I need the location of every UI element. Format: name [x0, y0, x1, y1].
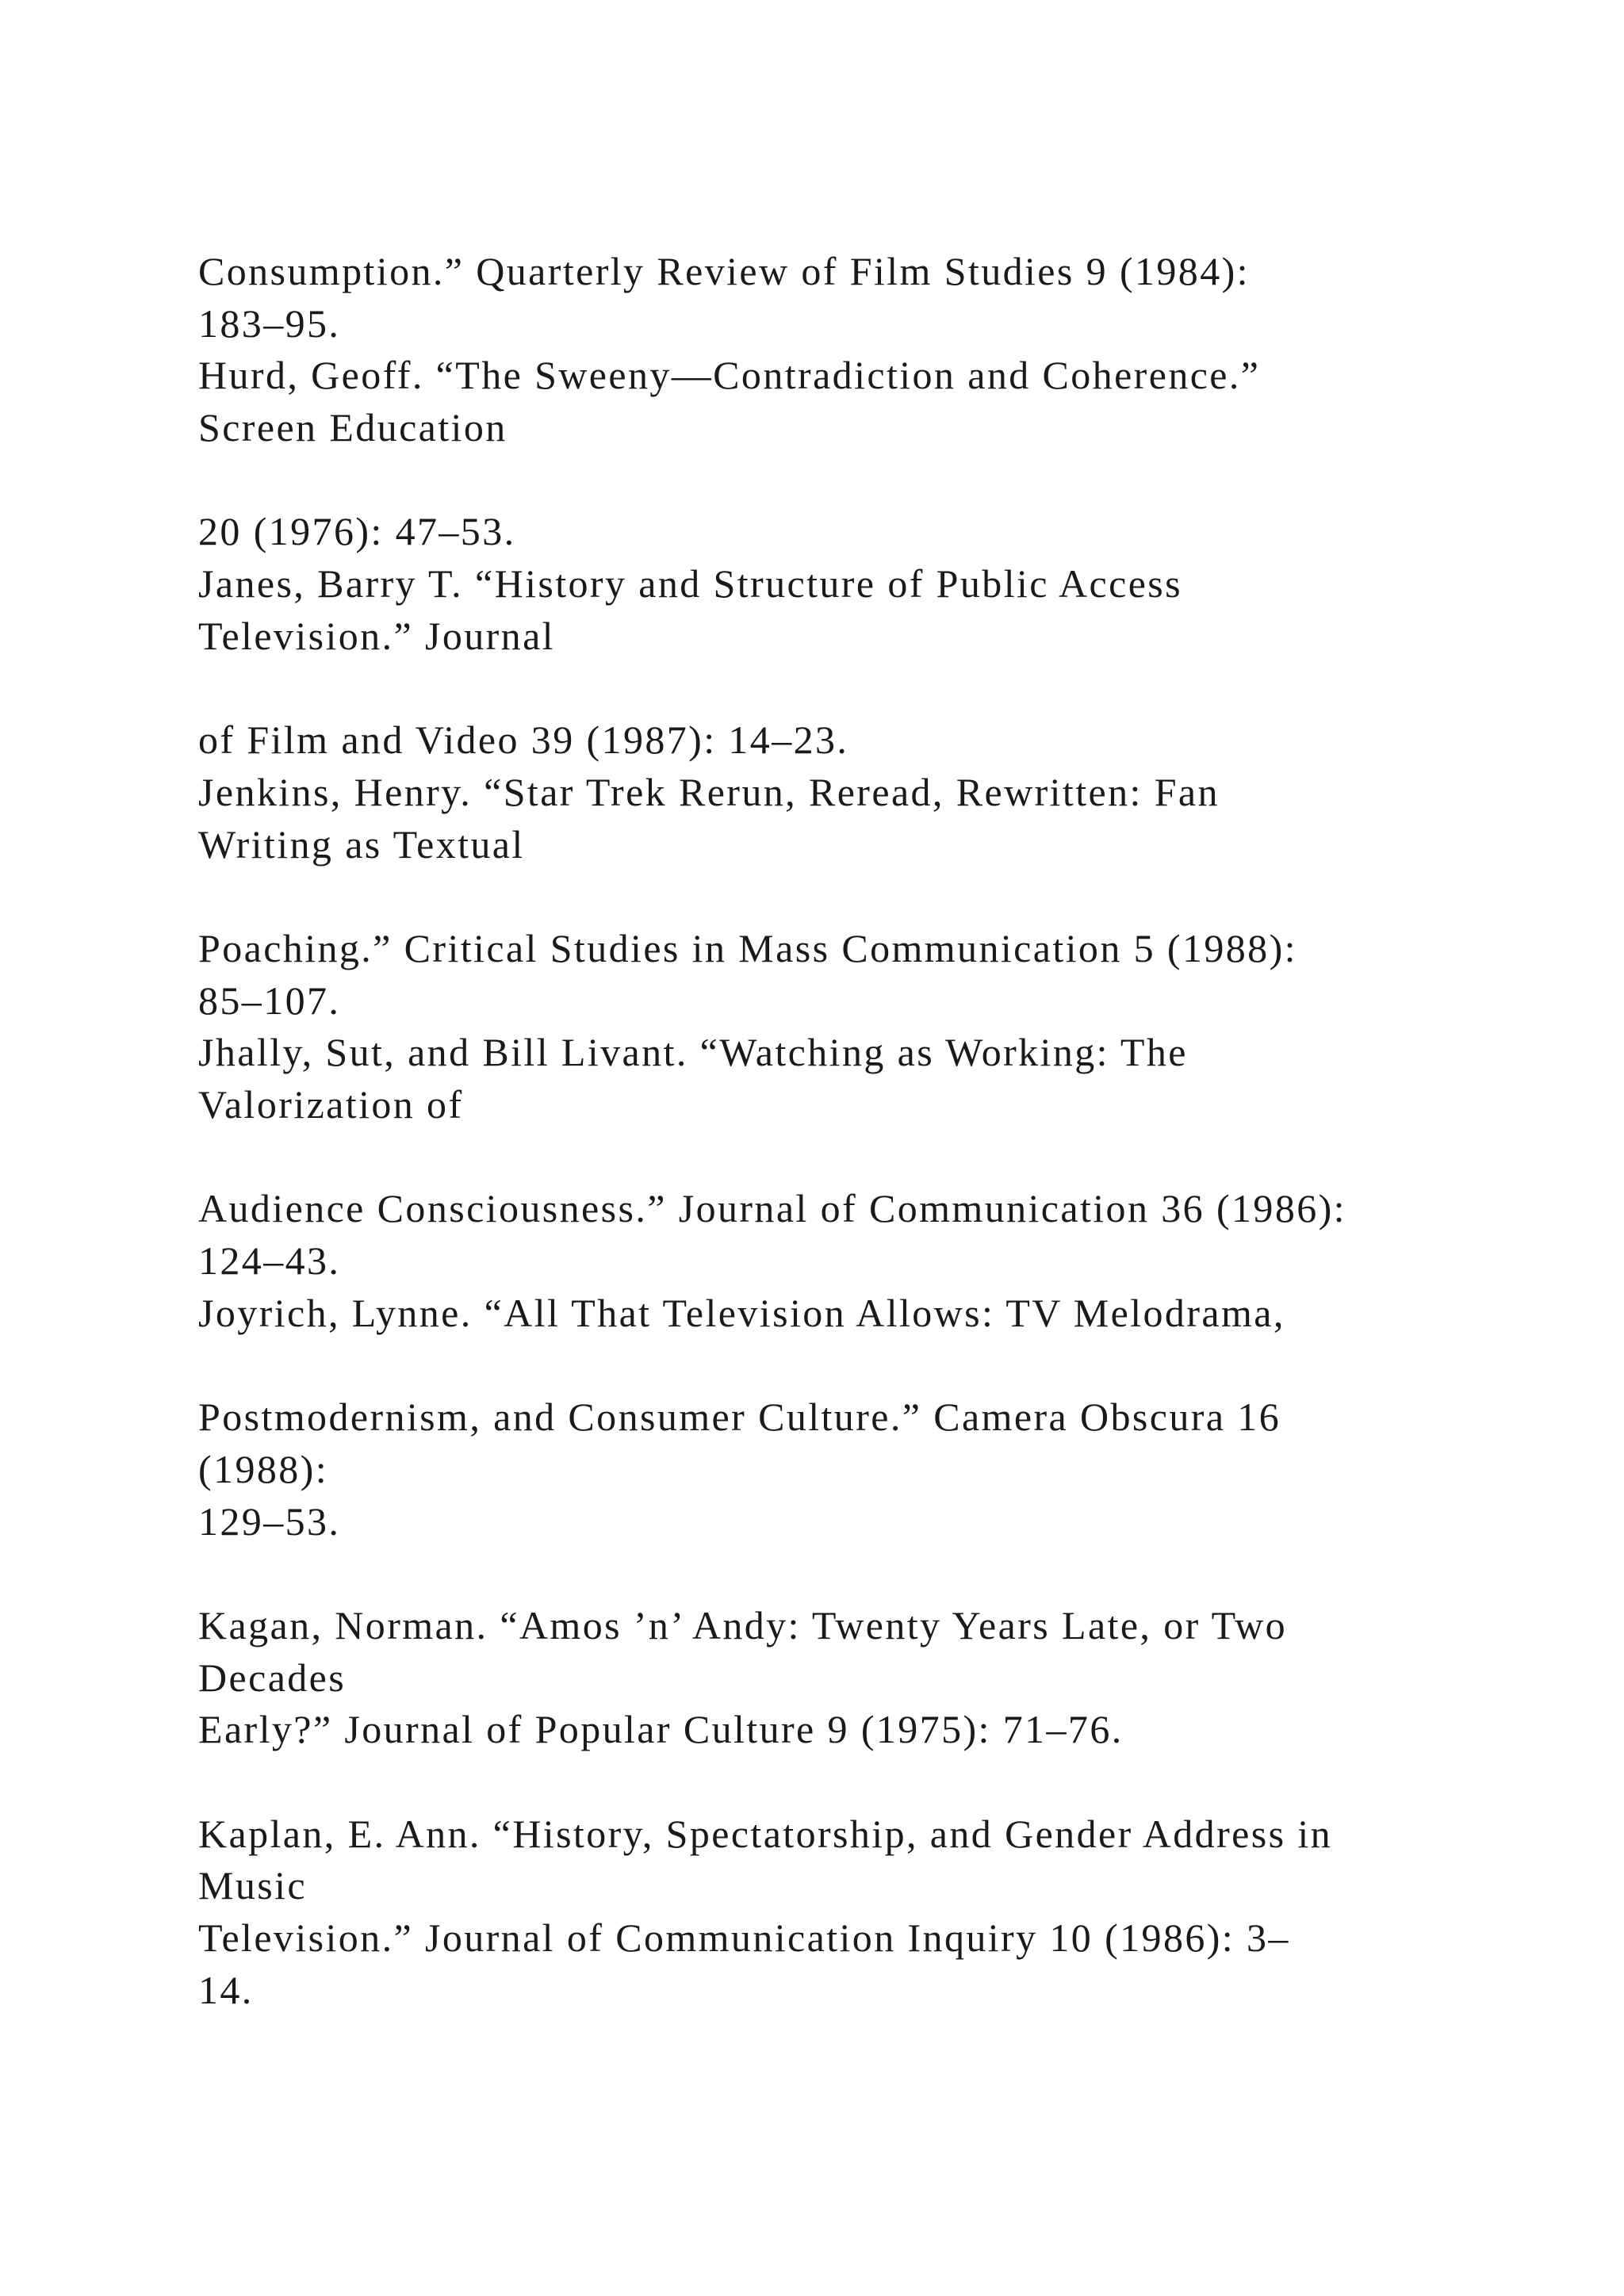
text-line: Joyrich, Lynne. “All That Television Allows: TV Melodrama, [198, 1290, 1285, 1335]
blank-line [198, 454, 1507, 507]
text-line: 14. [198, 1967, 254, 2012]
text-line: Poaching.” Critical Studies in Mass Communication 5 (1988): [198, 925, 1297, 970]
text-line: Hurd, Geoff. “The Sweeny—Contradiction and Coherence.” [198, 353, 1261, 398]
text-line: Kagan, Norman. “Amos ’n’ Andy: Twenty Years Late, or Two [198, 1602, 1288, 1647]
text-line: Television.” Journal of Communication Inquiry 10 (1986): 3– [198, 1915, 1290, 1960]
text-line: Early?” Journal of Popular Culture 9 (1975): 71–76. [198, 1707, 1124, 1752]
bibliography-text [198, 246, 1507, 2016]
blank-line [198, 663, 1507, 715]
blank-line [198, 871, 1507, 923]
text-line: Screen Education [198, 405, 508, 450]
text-line: Jenkins, Henry. “Star Trek Rerun, Reread, Rewritten: Fan [198, 769, 1220, 814]
text-line: Kaplan, E. Ann. “History, Spectatorship, and Gender Address in [198, 1811, 1333, 1856]
blank-line [198, 1339, 1507, 1391]
text-line: Decades [198, 1655, 347, 1700]
text-line: Audience Consciousness.” Journal of Communication 36 (1986): [198, 1186, 1346, 1231]
text-line: Valorization of [198, 1082, 464, 1127]
text-line: 183–95. [198, 300, 341, 346]
blank-line [198, 1131, 1507, 1184]
text-line: (1988): [198, 1446, 328, 1491]
text-line: 20 (1976): 47–53. [198, 509, 516, 554]
text-line: Janes, Barry T. “History and Structure of Public Access [198, 561, 1183, 607]
text-line: Consumption.” Quarterly Review of Film Studies 9 (1984): [198, 249, 1250, 293]
text-line: Television.” Journal [198, 613, 555, 658]
text-line: Postmodernism, and Consumer Culture.” Camera Obscura 16 [198, 1395, 1281, 1440]
blank-line [198, 1756, 1507, 1808]
text-line: 85–107. [198, 978, 341, 1023]
text-line: Writing as Textual [198, 821, 525, 867]
text-line: 129–53. [198, 1498, 341, 1544]
text-line: Jhally, Sut, and Bill Livant. “Watching as Working: The [198, 1030, 1188, 1075]
blank-line [198, 1548, 1507, 1600]
text-line: 124–43. [198, 1238, 341, 1284]
text-line: Music [198, 1863, 307, 1908]
text-line: of Film and Video 39 (1987): 14–23. [198, 718, 849, 763]
